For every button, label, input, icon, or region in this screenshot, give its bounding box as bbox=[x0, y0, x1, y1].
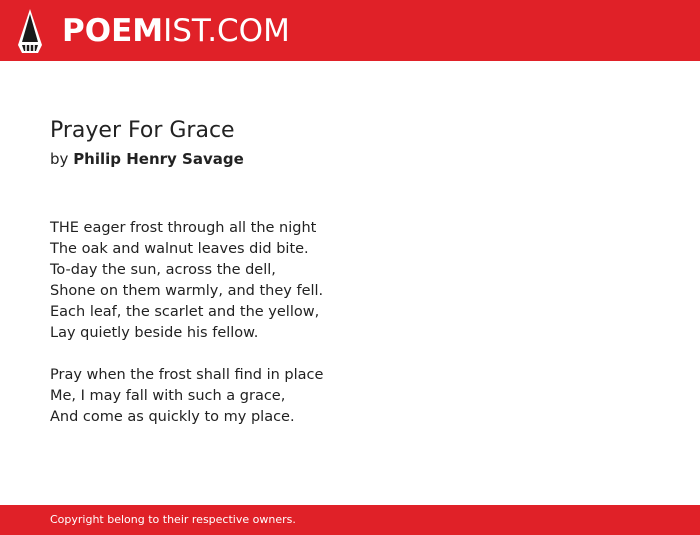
site-logo[interactable] bbox=[62, 12, 290, 50]
poem-line: The oak and walnut leaves did bite. bbox=[50, 241, 309, 257]
poem-line: Shone on them warmly, and they fell. bbox=[50, 283, 324, 299]
poem-line: To-day the sun, across the dell, bbox=[50, 262, 276, 278]
author-name: Philip Henry Savage bbox=[73, 150, 244, 168]
poem-stanza bbox=[50, 218, 323, 344]
poem-body bbox=[50, 218, 323, 449]
logo-light-text: IST.COM bbox=[163, 13, 290, 49]
poem-line: Me, I may fall with such a grace, bbox=[50, 388, 286, 404]
site-footer bbox=[0, 505, 700, 535]
by-label: by bbox=[50, 150, 69, 168]
poem-stanza bbox=[50, 365, 323, 428]
site-header bbox=[0, 0, 700, 61]
logo-bold-text: POEM bbox=[62, 13, 164, 49]
poem-line: Each leaf, the scarlet and the yellow, bbox=[50, 304, 320, 320]
poem-title: Prayer For Grace bbox=[50, 118, 235, 143]
copyright-text: Copyright belong to their respective owners. bbox=[50, 513, 296, 526]
poem-line: Lay quietly beside his fellow. bbox=[50, 325, 259, 341]
poem-line: Pray when the frost shall find in place bbox=[50, 367, 324, 383]
poem-line: And come as quickly to my place. bbox=[50, 409, 295, 425]
poem-byline bbox=[50, 149, 244, 169]
poem-line: THE eager frost through all the night bbox=[50, 220, 317, 236]
pencil-icon[interactable] bbox=[16, 9, 44, 53]
